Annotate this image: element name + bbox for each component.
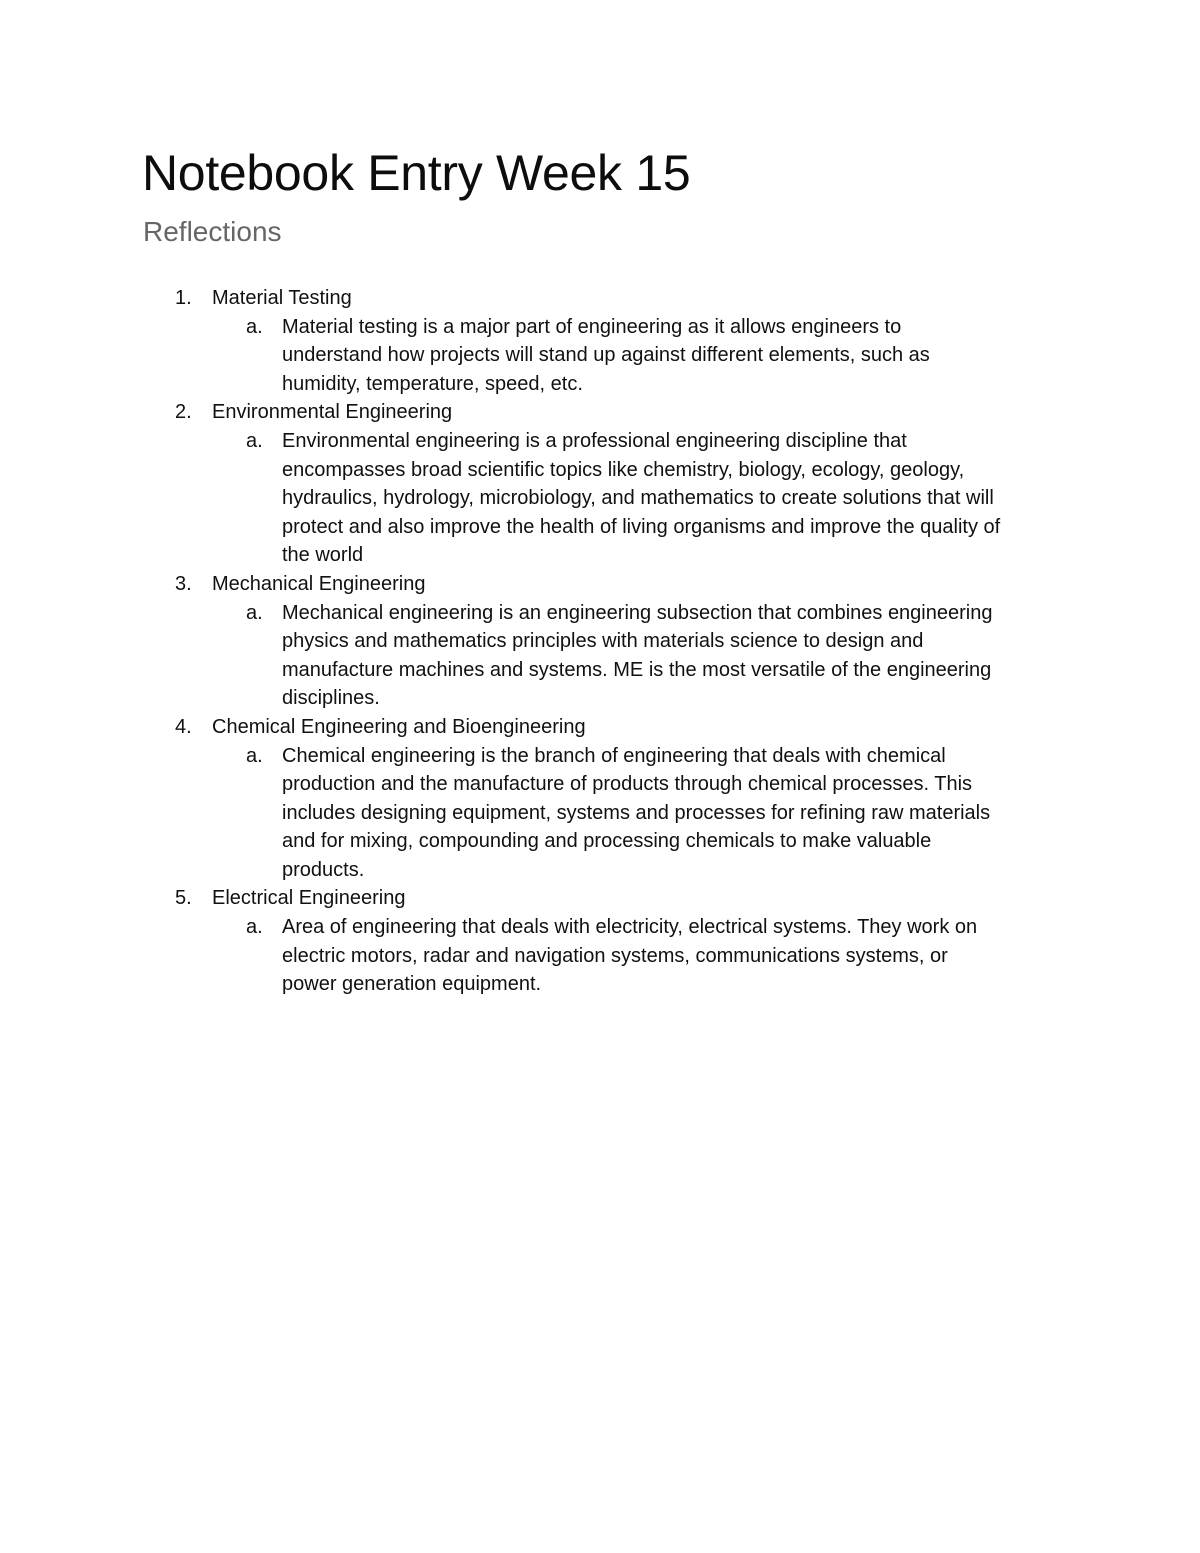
sub-item-line: production and the manufacture of products through chemical processes. This xyxy=(282,773,973,796)
sub-item-line: includes designing equipment, systems and processes for refining raw materials xyxy=(282,801,991,824)
sub-item-letter: a. xyxy=(246,601,263,624)
sub-item-line: Area of engineering that deals with electricity, electrical systems. They work on xyxy=(282,916,978,939)
sub-item-line: protect and also improve the health of living organisms and improve the quality of xyxy=(282,515,1001,538)
sub-item-line: Environmental engineering is a professional engineering discipline that xyxy=(282,429,907,452)
sub-item-line: hydraulics, hydrology, microbiology, and mathematics to create solutions that will xyxy=(282,487,994,510)
sub-item xyxy=(142,913,1082,999)
sub-item-line: products. xyxy=(282,858,365,881)
document-title: Notebook Entry Week 15 xyxy=(142,145,691,201)
sub-item-line: electric motors, radar and navigation systems, communications systems, or xyxy=(282,944,948,967)
list-item xyxy=(142,713,1082,742)
sub-item xyxy=(142,427,1082,570)
sub-item-text xyxy=(282,313,1082,399)
list-item xyxy=(142,398,1082,427)
sub-item-line: the world xyxy=(282,544,364,567)
sub-item-line: Chemical engineering is the branch of engineering that deals with chemical xyxy=(282,744,946,767)
sub-item-letter: a. xyxy=(246,429,263,452)
document-subtitle: Reflections xyxy=(143,216,282,247)
list-item xyxy=(142,570,1082,599)
sub-item-line: disciplines. xyxy=(282,687,380,710)
list-item xyxy=(142,284,1082,313)
sub-item-line: Material testing is a major part of engineering as it allows engineers to xyxy=(282,315,902,338)
list-item-number: 3. xyxy=(175,572,192,595)
sub-item xyxy=(142,742,1082,885)
list-item-number: 4. xyxy=(175,715,192,738)
sub-item-text xyxy=(282,427,1082,570)
sub-item-line: and for mixing, compounding and processing chemicals to make valuable xyxy=(282,830,932,853)
numbered-list xyxy=(142,284,1082,999)
sub-item-line: understand how projects will stand up against different elements, such as xyxy=(282,344,930,367)
list-item-number: 2. xyxy=(175,401,192,424)
sub-item-line: Mechanical engineering is an engineering subsection that combines engineering xyxy=(282,601,993,624)
sub-item-line: humidity, temperature, speed, etc. xyxy=(282,372,583,395)
sub-item-text xyxy=(282,742,1082,885)
list-item-label: Chemical Engineering and Bioengineering xyxy=(212,715,586,738)
sub-item-line: power generation equipment. xyxy=(282,973,542,996)
list-item xyxy=(142,884,1082,913)
sub-item-line: encompasses broad scientific topics like chemistry, biology, ecology, geology, xyxy=(282,458,965,481)
sub-item xyxy=(142,313,1082,399)
sub-item-line: manufacture machines and systems. ME is the most versatile of the engineering xyxy=(282,658,992,681)
list-item-number: 5. xyxy=(175,887,192,910)
sub-item-line: physics and mathematics principles with materials science to design and xyxy=(282,630,924,653)
list-item-label: Environmental Engineering xyxy=(212,401,453,424)
list-item-label: Mechanical Engineering xyxy=(212,572,426,595)
sub-item-text xyxy=(282,913,1082,999)
sub-item-letter: a. xyxy=(246,916,263,939)
list-item-label: Electrical Engineering xyxy=(212,887,406,910)
list-item-label: Material Testing xyxy=(212,287,352,309)
sub-item xyxy=(142,599,1082,713)
sub-item-letter: a. xyxy=(246,744,263,767)
sub-item-letter: a. xyxy=(246,315,263,338)
sub-item-text xyxy=(282,599,1082,713)
list-item-number: 1. xyxy=(175,287,192,309)
